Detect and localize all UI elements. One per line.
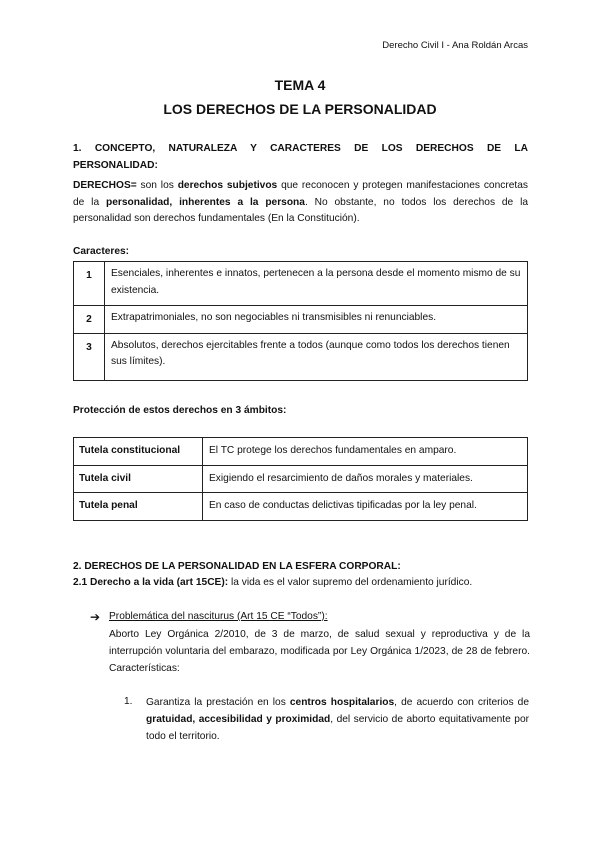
caracteres-table: [73, 261, 528, 381]
caracteres-table-wrap: [73, 261, 528, 381]
section-1-heading-line1: 1. CONCEPTO, NATURALEZA Y CARACTERES DE LOS DERECHOS DE LA: [73, 143, 528, 154]
nasciturus-body: Aborto Ley Orgánica 2/2010, de 3 de marzo, de salud sexual y reproductiva y de la interrupción voluntaria del embarazo, modificada por Ley Orgánica 1/2023, de 28 de febrero. Características:: [109, 628, 530, 674]
tutela-text: El TC protege los derechos fundamentales en amparo.: [203, 438, 528, 466]
tutela-text: En caso de conductas delictivas tipificadas por la ley penal.: [203, 493, 528, 521]
topic-number-title: TEMA 4: [274, 77, 326, 93]
derechos-definition: DERECHOS= son los derechos subjetivos que reconocen y protegen manifestaciones concretas de la personalidad, inherentes a la persona. No obstante, no todos los derechos de la personalidad son derechos fundamentales (En la Constitución).: [73, 180, 529, 224]
row-text: Esenciales, inherentes e innatos, pertenecen a la persona desde el momento mismo de su existencia.: [105, 262, 528, 306]
nasciturus-content: [109, 609, 530, 677]
caracteres-heading: Caracteres:: [73, 246, 130, 257]
row-text: Extrapatrimoniales, no son negociables ni transmisibles ni renunciables.: [105, 306, 528, 334]
nasciturus-title: Problemática del nasciturus (Art 15 CE “Todos”):: [109, 611, 328, 622]
proteccion-table-wrap: [73, 437, 528, 521]
row-number: 1: [74, 262, 105, 306]
nasciturus-item: [90, 609, 530, 677]
proteccion-table: [73, 437, 528, 521]
table-row: [74, 333, 528, 380]
section-1-heading-line2: PERSONALIDAD:: [73, 159, 158, 171]
row-text: Absolutos, derechos ejercitables frente a todos (aunque como todos los derechos tienen sus límites).: [105, 333, 528, 380]
topic-title: LOS DERECHOS DE LA PERSONALIDAD: [163, 101, 437, 117]
tutela-label: Tutela penal: [74, 493, 203, 521]
arrow-right-icon: ➔: [90, 610, 101, 624]
derecho-vida-title: 2.1 Derecho a la vida (art 15CE):: [73, 577, 229, 588]
row-number: 2: [74, 306, 105, 334]
table-row: [74, 465, 528, 493]
table-row: [74, 306, 528, 334]
derecho-vida-line: 2.1 Derecho a la vida (art 15CE): la vida es el valor supremo del ordenamiento jurídico.: [73, 577, 473, 588]
table-row: [74, 493, 528, 521]
tutela-text: Exigiendo el resarcimiento de daños morales y materiales.: [203, 465, 528, 493]
table-row: [74, 438, 528, 466]
section-1-heading: [73, 141, 528, 174]
list-number: 1.: [124, 696, 133, 707]
tutela-label: Tutela civil: [74, 465, 203, 493]
list-item-text: Garantiza la prestación en los centros hospitalarios, de acuerdo con criterios de gratuidad, accesibilidad y proximidad, del servicio de aborto equitativamente por todo el territorio.: [146, 697, 529, 742]
definition-term: DERECHOS=: [73, 180, 137, 191]
tutela-label: Tutela constitucional: [74, 438, 203, 466]
section-2-heading: 2. DERECHOS DE LA PERSONALIDAD EN LA ESFERA CORPORAL:: [73, 561, 401, 572]
list-item: [124, 694, 529, 745]
page-header-author: Derecho Civil I - Ana Roldán Arcas: [382, 40, 528, 51]
table-row: [74, 262, 528, 306]
row-number: 3: [74, 333, 105, 380]
proteccion-heading: Protección de estos derechos en 3 ámbitos:: [73, 405, 287, 416]
